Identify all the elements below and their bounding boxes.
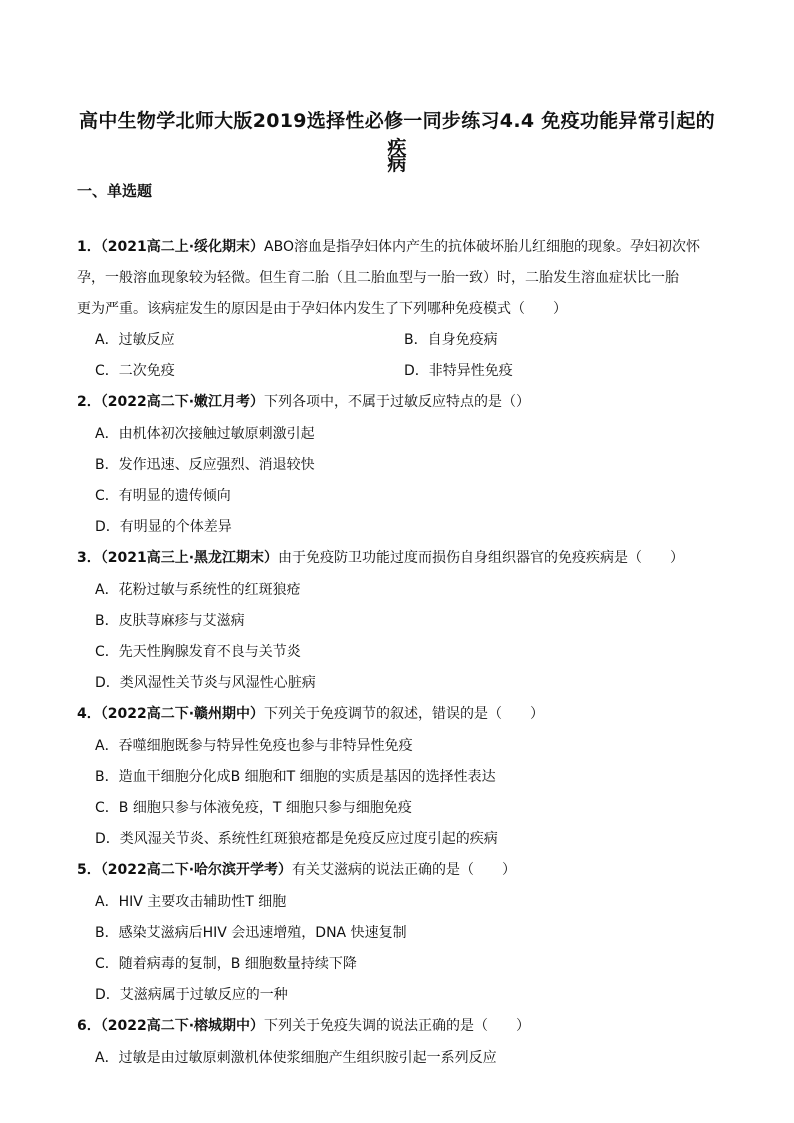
option-b: B．自身免疫病 [404, 332, 498, 348]
option-a: A．由机体初次接触过敏原刺激引起 [95, 426, 315, 442]
question-number: 3． [77, 550, 101, 566]
section-heading: 一、单选题 [77, 182, 153, 200]
document-title: 高中生物学北师大版2019选择性必修一同步练习4.4 免疫功能异常引起的疾 [79, 110, 715, 159]
option-d: D．类风湿性关节炎与风湿性心脏病 [95, 675, 316, 691]
option-c: C．先天性胸腺发育不良与关节炎 [95, 644, 301, 660]
option-d: D．有明显的个体差异 [95, 519, 232, 535]
option-d: D．类风湿关节炎、系统性红斑狼疮都是免疫反应过度引起的疾病 [95, 831, 498, 847]
document-title-continued: 病 [387, 153, 407, 175]
question-number: 1． [77, 239, 101, 255]
option-d: D．艾滋病属于过敏反应的一种 [95, 987, 288, 1003]
question-source: （2022高二下·嫩江月考） [100, 394, 265, 410]
option-c: C．随着病毒的复制，B 细胞数量持续下降 [95, 956, 357, 972]
question-6 [77, 1015, 530, 1035]
question-text: 有关艾滋病的说法正确的是（ ） [292, 862, 517, 878]
question-3 [77, 547, 684, 567]
option-a: A．过敏是由过敏原刺激机体使浆细胞产生组织胺引起一系列反应 [95, 1050, 497, 1066]
question-number: 2． [77, 394, 101, 410]
question-text: 下列关于免疫调节的叙述，错误的是（ ） [264, 706, 545, 722]
question-text-line: 更为严重。该病症发生的原因是由于孕妇体内发生了下列哪种免疫模式（ ） [77, 301, 567, 317]
question-text: 由于免疫防卫功能过度而损伤自身组织器官的免疫疾病是（ ） [278, 550, 685, 566]
option-d: D．非特异性免疫 [404, 363, 513, 379]
question-source: （2022高二下·赣州期中） [100, 706, 265, 722]
question-text: ABO溶血是指孕妇体内产生的抗体破坏胎儿红细胞的现象。孕妇初次怀 [264, 239, 701, 255]
question-source: （2022高二下·哈尔滨开学考） [100, 862, 293, 878]
option-b: B．发作迅速、反应强烈、消退较快 [95, 457, 315, 473]
option-a: A．吞噬细胞既参与特异性免疫也参与非特异性免疫 [95, 738, 413, 754]
option-b: B．造血干细胞分化成B 细胞和T 细胞的实质是基因的选择性表达 [95, 769, 496, 785]
question-2 [77, 391, 530, 411]
option-c: C．有明显的遗传倾向 [95, 488, 231, 504]
question-1 [77, 236, 700, 256]
question-text: 下列关于免疫失调的说法正确的是（ ） [264, 1018, 531, 1034]
question-number: 4． [77, 706, 101, 722]
option-a: A．HIV 主要攻击辅助性T 细胞 [95, 894, 287, 910]
option-a: A．过敏反应 [95, 332, 175, 348]
option-c: C．二次免疫 [95, 363, 175, 379]
question-4 [77, 703, 544, 723]
option-a: A．花粉过敏与系统性的红斑狼疮 [95, 582, 301, 598]
question-5 [77, 859, 516, 879]
question-text: 下列各项中，不属于过敏反应特点的是（） [264, 394, 531, 410]
question-number: 5． [77, 862, 101, 878]
question-source: （2021高二上·绥化期末） [100, 239, 265, 255]
option-c: C．B 细胞只参与体液免疫，T 细胞只参与细胞免疫 [95, 800, 412, 816]
question-source: （2022高二下·榕城期中） [100, 1018, 265, 1034]
question-text-line: 孕，一般溶血现象较为轻微。但生育二胎（且二胎血型与一胎一致）时，二胎发生溶血症状比一胎 [77, 270, 679, 286]
question-number: 6． [77, 1018, 101, 1034]
option-b: B．感染艾滋病后HIV 会迅速增殖，DNA 快速复制 [95, 925, 407, 941]
question-source: （2021高三上·黑龙江期末） [100, 550, 279, 566]
option-b: B．皮肤荨麻疹与艾滋病 [95, 613, 245, 629]
